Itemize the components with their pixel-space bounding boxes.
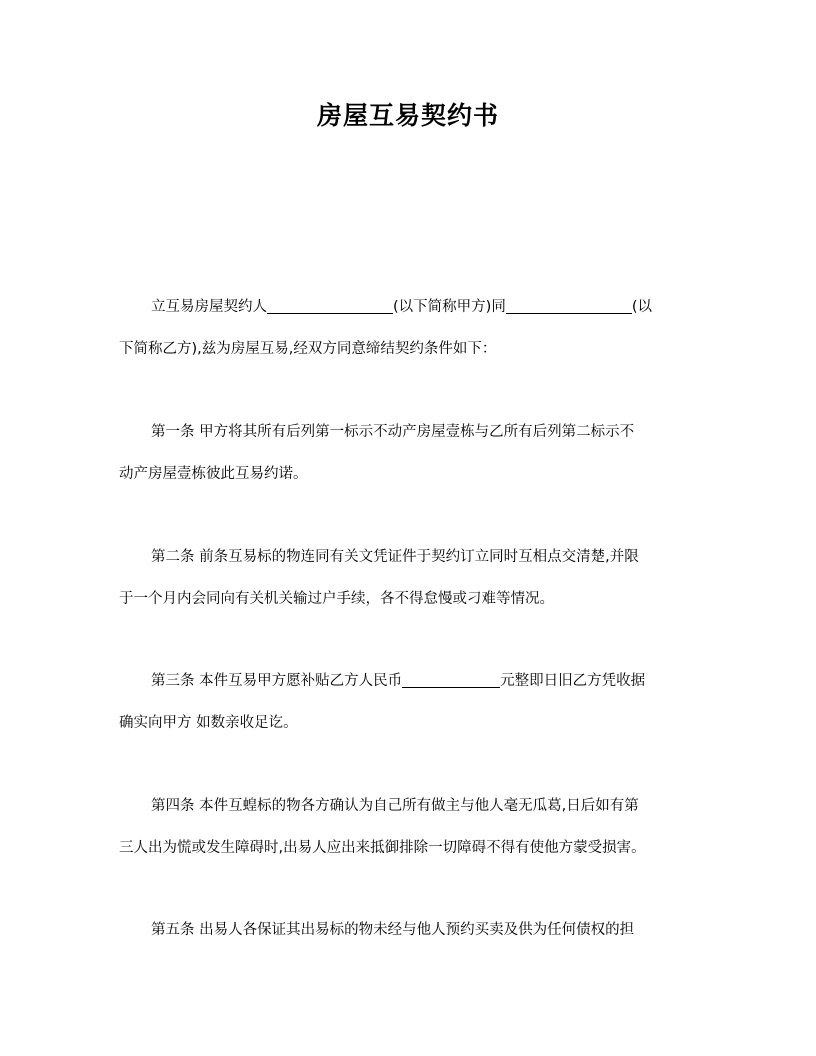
article-2 <box>119 536 699 620</box>
article-5-line-1: 第五条 出易人各保证其出易标的物未经与他人预约买卖及供为任何债权的担 <box>151 922 635 938</box>
article-3-line-1 <box>119 660 699 702</box>
article-3-text-a: 第三条 本件互易甲方愿补贴乙方人民币 <box>151 673 403 689</box>
article-2-line-1: 第二条 前条互易标的物连同有关文凭证件于契约订立同时互相点交清楚,并限 <box>151 549 639 565</box>
party-a-blank <box>267 295 393 314</box>
intro-party-label: 立互易房屋契约人 <box>151 299 267 315</box>
document-title: 房屋互易契约书 <box>316 101 499 130</box>
amount-blank <box>402 669 500 688</box>
article-4-line-1: 第四条 本件互蝗标的物各方确认为自己所有做主与他人毫无瓜葛,日后如有第 <box>151 798 639 814</box>
article-1-line-1: 第一条 甲方将其所有后列第一标示不动产房屋壹栋与乙所有后列第二标示不 <box>151 424 635 440</box>
party-b-blank <box>506 295 632 314</box>
article-3-line-2: 确实向甲方 如数亲收足讫。 <box>119 715 298 731</box>
article-1-line-2: 动产房屋壹栋彼此互易约诺。 <box>119 466 308 482</box>
intro-party-b-note: (以 <box>631 299 652 315</box>
article-4 <box>119 785 699 869</box>
intro-line-2: 下简称乙方),兹为房屋互易,经双方同意缔结契约条件如下： <box>119 341 497 357</box>
intro-paragraph <box>119 286 699 370</box>
article-3-text-b: 元整即日旧乙方凭收据 <box>500 673 646 689</box>
intro-party-a-note: (以下简称甲方)同 <box>393 299 506 315</box>
article-1 <box>119 411 699 495</box>
intro-line-1 <box>119 286 699 328</box>
article-5 <box>119 909 699 951</box>
article-4-line-2: 三人出为慌或发生障碍时,出易人应出来抵御排除一切障碍不得有使他方蒙受损害。 <box>119 840 646 856</box>
article-2-line-2: 于一个月内会同向有关机关输过户手续，各不得怠慢或刁难等情况。 <box>119 591 554 607</box>
article-3 <box>119 660 699 744</box>
